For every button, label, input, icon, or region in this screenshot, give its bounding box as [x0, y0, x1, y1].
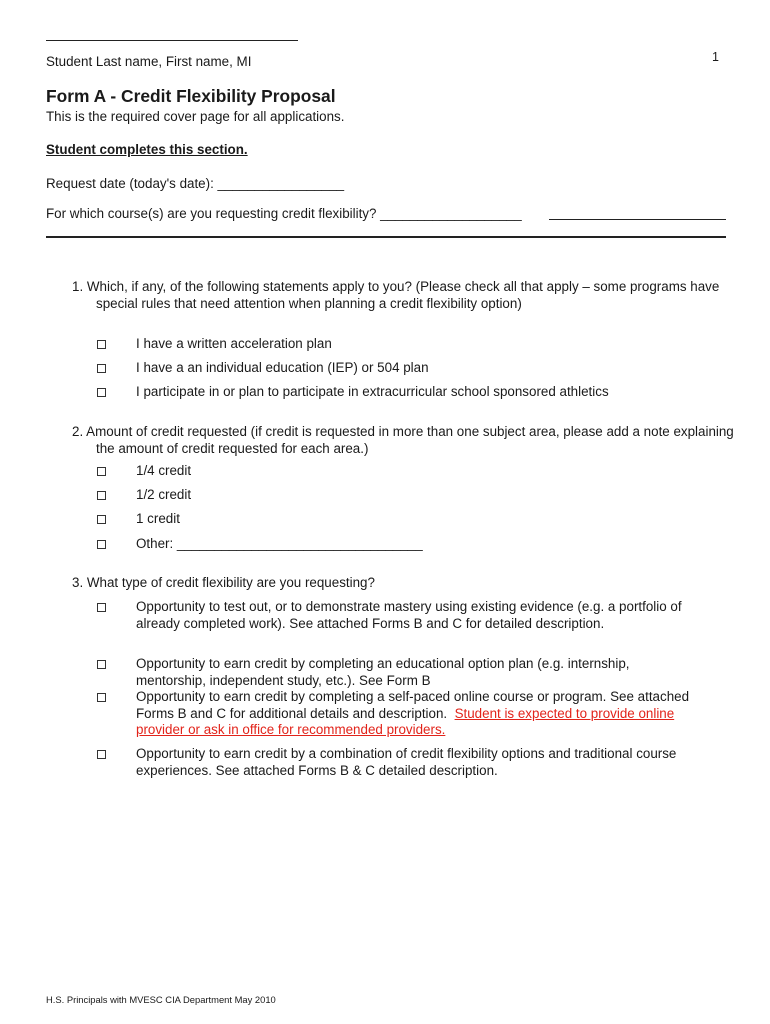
page-number: 1	[712, 50, 719, 64]
request-date-field[interactable]: Request date (today's date): _________________	[46, 176, 345, 191]
footer-text: H.S. Principals with MVESC CIA Department May 2010	[46, 994, 276, 1005]
option-acceleration-plan: I have a written acceleration plan	[136, 336, 332, 351]
question-1-text: 1. Which, if any, of the following statements apply to you? (Please check all that apply – some programs have special rules that need attention when planning a credit flexibility option)	[72, 279, 720, 311]
checkbox-combination[interactable]	[97, 750, 106, 759]
student-name-signature-line[interactable]	[46, 40, 298, 41]
checkbox-acceleration-plan[interactable]	[97, 340, 106, 349]
checkbox-athletics[interactable]	[97, 388, 106, 397]
option-online-course	[136, 689, 696, 739]
checkbox-other-credit[interactable]	[97, 540, 106, 549]
online-provider-note: Student is expected to provide online provider or ask in office for recommended providers.	[136, 705, 675, 737]
option-other-credit[interactable]: Other: _________________________________	[136, 536, 423, 551]
checkbox-half-credit[interactable]	[97, 491, 106, 500]
option-iep-504-plan: I have a an individual education (IEP) or 504 plan	[136, 360, 429, 375]
student-name-label: Student Last name, First name, MI	[46, 54, 252, 69]
checkbox-iep-504-plan[interactable]	[97, 364, 106, 373]
section-heading: Student completes this section.	[46, 142, 248, 157]
option-one-credit: 1 credit	[136, 511, 180, 526]
checkbox-quarter-credit[interactable]	[97, 467, 106, 476]
checkbox-one-credit[interactable]	[97, 515, 106, 524]
form-title: Form A - Credit Flexibility Proposal	[46, 86, 336, 106]
course-request-line-2[interactable]	[46, 236, 726, 238]
option-online-course-text: Opportunity to earn credit by completing a self-paced online course or program. See attached Forms B and C for additional details and description.	[136, 689, 690, 721]
form-subtitle: This is the required cover page for all applications.	[46, 109, 345, 124]
checkbox-educational-option-plan[interactable]	[97, 660, 106, 669]
option-half-credit: 1/2 credit	[136, 487, 192, 502]
option-test-out: Opportunity to test out, or to demonstrate mastery using existing evidence (e.g. a portfolio of already completed work). See attached Forms B and C for detailed description.	[136, 599, 682, 631]
option-athletics: I participate in or plan to participate in extracurricular school sponsored athletics	[136, 384, 609, 399]
option-educational-option-plan: Opportunity to earn credit by completing an educational option plan (e.g. internship, mentorship, independent study, etc.). See Form B	[136, 656, 630, 688]
option-combination: Opportunity to earn credit by a combination of credit flexibility options and traditional course experiences. See attached Forms B & C detailed description.	[136, 746, 677, 778]
option-quarter-credit: 1/4 credit	[136, 463, 192, 478]
course-request-line	[549, 219, 726, 220]
checkbox-test-out[interactable]	[97, 603, 106, 612]
question-2-text: 2. Amount of credit requested (if credit is requested in more than one subject area, please add a note explaining the amount of credit requested for each area.)	[72, 424, 734, 456]
checkbox-online-course[interactable]	[97, 693, 106, 702]
course-request-field[interactable]: For which course(s) are you requesting credit flexibility? ___________________	[46, 206, 522, 221]
question-3-text: 3. What type of credit flexibility are you requesting?	[72, 575, 375, 590]
